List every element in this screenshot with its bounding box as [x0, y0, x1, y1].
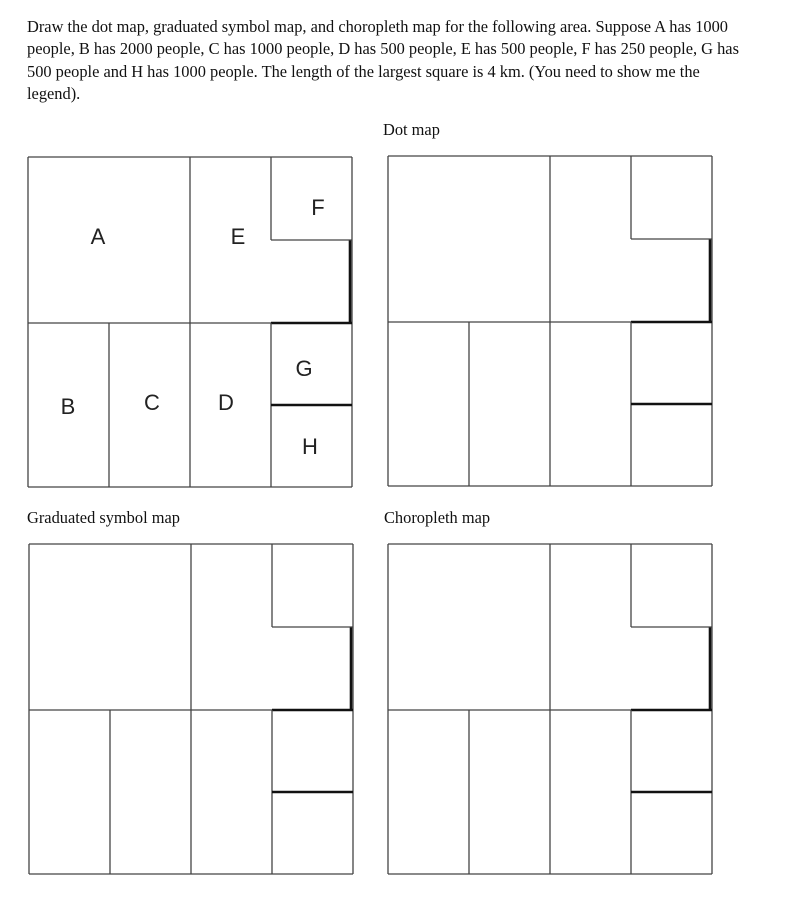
region-label-b: B — [60, 393, 76, 419]
region-label-h: H — [302, 433, 318, 459]
region-label-d: D — [218, 389, 234, 415]
region-label-a: A — [90, 223, 106, 249]
reference-region-map — [28, 157, 352, 487]
region-label-g: G — [295, 355, 313, 381]
region-label-f: F — [311, 194, 325, 220]
region-label-c: C — [144, 389, 160, 415]
question-text: Draw the dot map, graduated symbol map, and choropleth map for the following area. Suppose A has 1000 people, B has 2000 people, C has 1000 people, D has 500 people, E has 500 people, F has 250 people, G has 500 people and H has 1000 people. The length of the largest square is 4 km. (You need to show me the legend). — [27, 17, 739, 104]
dot-map-blank — [388, 156, 712, 486]
graduated-symbol-map-caption: Graduated symbol map — [27, 508, 180, 527]
region-label-e: E — [230, 223, 246, 249]
choropleth-map-blank — [388, 544, 712, 874]
graduated-symbol-map-blank — [29, 544, 353, 874]
choropleth-map-caption: Choropleth map — [384, 508, 491, 527]
dot-map-caption: Dot map — [383, 120, 440, 139]
